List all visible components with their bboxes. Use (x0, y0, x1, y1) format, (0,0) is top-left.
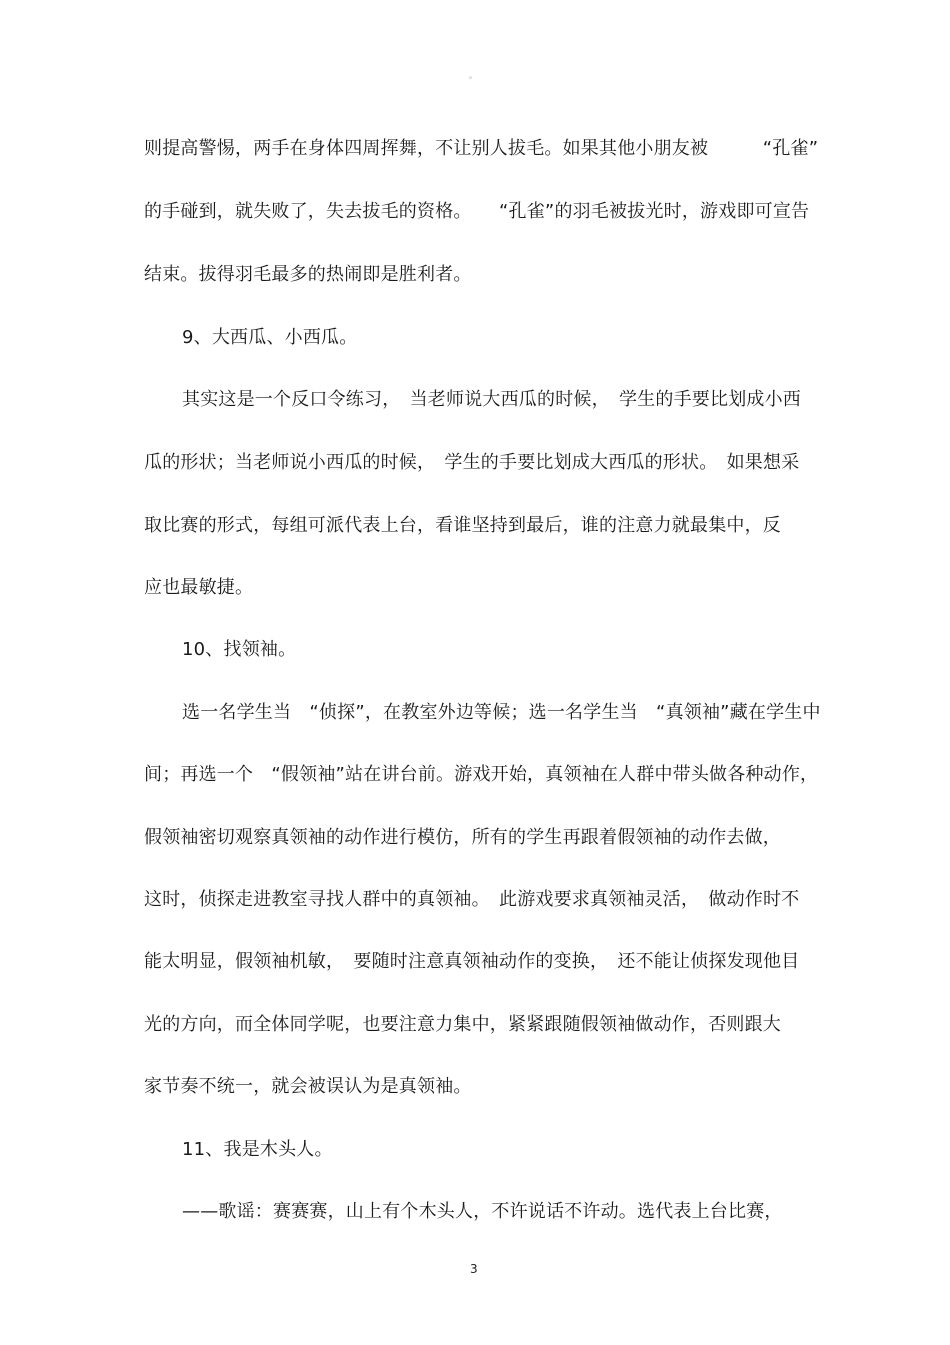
paragraph-line: 瓜的形状；当老师说小西瓜的时候， 学生的手要比划成大西瓜的形状。 如果想采 (144, 452, 800, 473)
paragraph-line: 假领袖密切观察真领袖的动作进行模仿，所有的学生再跟着假领袖的动作去做， (144, 827, 781, 848)
section-heading: 10、找领袖。 (182, 639, 297, 660)
paragraph-line: 家节奏不统一，就会被误认为是真领袖。 (144, 1076, 472, 1097)
paragraph-line: 则提高警惕，两手在身体四周挥舞，不让别人拔毛。如果其他小朋友被 “孔雀” (144, 138, 819, 159)
paragraph-line: 选一名学生当 “侦探”，在教室外边等候；选一名学生当 “真领袖”藏在学生中 (182, 702, 821, 723)
paragraph-line: 间；再选一个 “假领袖”站在讲台前。游戏开始，真领袖在人群中带头做各种动作， (144, 764, 819, 785)
paragraph-line: 光的方向，而全体同学呢，也要注意力集中，紧紧跟随假领袖做动作，否则跟大 (144, 1014, 781, 1035)
paragraph-line: ——歌谣：赛赛赛，山上有个木头人，不许说话不许动。选代表上台比赛， (182, 1201, 783, 1222)
paragraph-line: 这时，侦探走进教室寻找人群中的真领袖。 此游戏要求真领袖灵活， 做动作时不 (144, 889, 800, 910)
paragraph-line: 能太明显，假领袖机敏， 要随时注意真领袖动作的变换， 还不能让侦探发现他目 (144, 951, 800, 972)
header-mark: 。 (469, 71, 477, 80)
section-heading: 9、大西瓜、小西瓜。 (182, 327, 358, 348)
paragraph-line: 取比赛的形式，每组可派代表上台，看谁坚持到最后，谁的注意力就最集中，反 (144, 515, 781, 536)
paragraph-line: 其实这是一个反口令练习， 当老师说大西瓜的时候， 学生的手要比划成小西 (182, 389, 801, 410)
paragraph-line: 结束。拔得羽毛最多的热闹即是胜利者。 (144, 264, 472, 285)
page-number: 3 (470, 1262, 478, 1276)
section-heading: 11、我是木头人。 (182, 1139, 333, 1160)
paragraph-line: 的手碰到，就失败了，失去拔毛的资格。 “孔雀”的羽毛被拔光时，游戏即可宣告 (144, 201, 810, 222)
paragraph-line: 应也最敏捷。 (144, 577, 254, 598)
